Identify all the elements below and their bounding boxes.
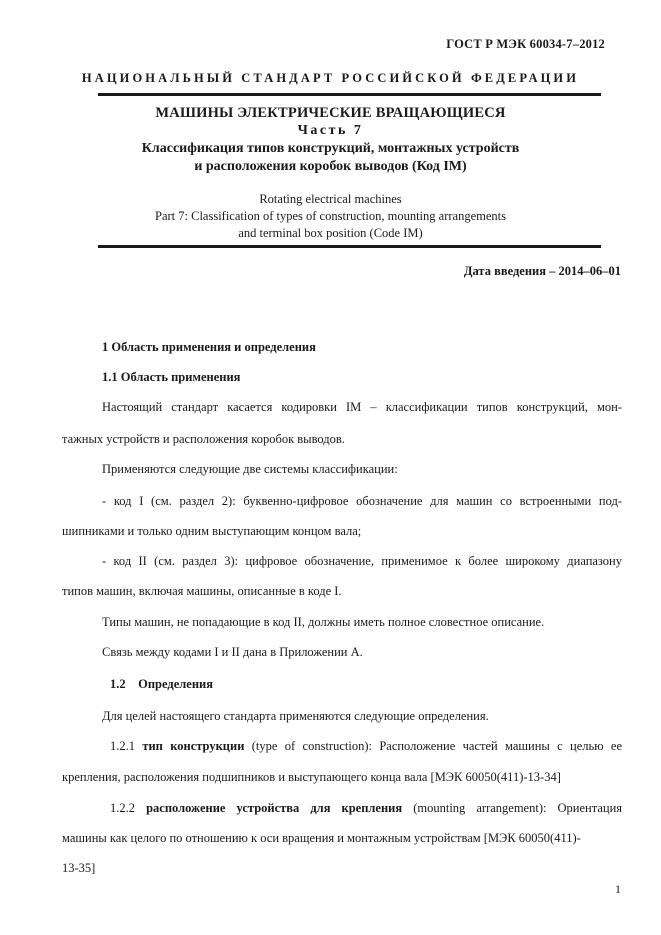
def2-line3: 13-35]: [62, 861, 96, 875]
section11-heading: 1.1 Область применения: [102, 370, 241, 384]
en-title-line1: Rotating electrical machines: [259, 192, 402, 206]
section1-heading: 1 Область применения и определения: [102, 340, 316, 354]
p1-line1: Настоящий стандарт касается кодировки IM – классификации типов конструкций, мон-: [102, 400, 622, 414]
section12-number: 1.2: [110, 677, 126, 691]
def2-term: расположение устройства для крепления: [146, 801, 403, 815]
p7: Для целей настоящего стандарта применяются следующие определения.: [102, 709, 489, 723]
p6: Связь между кодами I и II дана в Приложении А.: [102, 645, 363, 659]
en-title-line2: Part 7: Classification of types of construction, mounting arrangements: [155, 209, 506, 223]
intro-date: Дата введения – 2014–06–01: [463, 264, 621, 278]
p4-line2: типов машин, включая машины, описанные в коде I.: [62, 584, 342, 598]
def1-number: 1.2.1: [110, 739, 135, 753]
ru-title-part: Часть 7: [297, 123, 364, 138]
def1-term: тип конструкции: [142, 739, 245, 753]
section12-heading: [110, 669, 213, 699]
def2-line1: [110, 793, 622, 823]
section12-title: Определения: [138, 677, 213, 691]
def2-number: 1.2.2: [110, 801, 135, 815]
ru-title-line4: и расположения коробок выводов (Код IM): [194, 159, 467, 174]
p2: Применяются следующие две системы классификации:: [102, 462, 398, 476]
def1-line1: [110, 731, 622, 761]
p1-line2: тажных устройств и расположения коробок выводов.: [62, 432, 345, 446]
def1-rest: (type of construction): Расположение частей машины с целью ее: [251, 739, 622, 753]
def2-rest: (mounting arrangement): Ориентация: [413, 801, 623, 815]
page-number: 1: [615, 882, 621, 896]
national-standard-banner: НАЦИОНАЛЬНЫЙ СТАНДАРТ РОССИЙСКОЙ ФЕДЕРАЦИИ: [81, 71, 580, 85]
en-title-line3: and terminal box position (Code IM): [238, 226, 423, 240]
def1-line2: крепления, расположения подшипников и выступающего конца вала [МЭК 60050(411)-13-34]: [62, 770, 561, 784]
p4-line1: - код II (см. раздел 3): цифровое обозначение, применимое к более широкому диапазону: [102, 554, 622, 568]
def2-line2: машины как целого по отношению к оси вращения и монтажным устройствам [МЭК 60050(411)-: [62, 831, 581, 845]
document-body: [62, 0, 623, 935]
standard-id: ГОСТ Р МЭК 60034-7–2012: [446, 37, 605, 51]
p5: Типы машин, не попадающие в код II, должны иметь полное словестное описание.: [102, 615, 545, 629]
ru-title-line1: МАШИНЫ ЭЛЕКТРИЧЕСКИЕ ВРАЩАЮЩИЕСЯ: [155, 105, 506, 121]
p3-line2: шипниками и только одним выступающим концом вала;: [62, 524, 362, 538]
p3-line1: - код I (см. раздел 2): буквенно-цифровое обозначение для машин со встроенными под-: [102, 494, 622, 508]
ru-title-line3: Классификация типов конструкций, монтажных устройств: [141, 141, 520, 156]
